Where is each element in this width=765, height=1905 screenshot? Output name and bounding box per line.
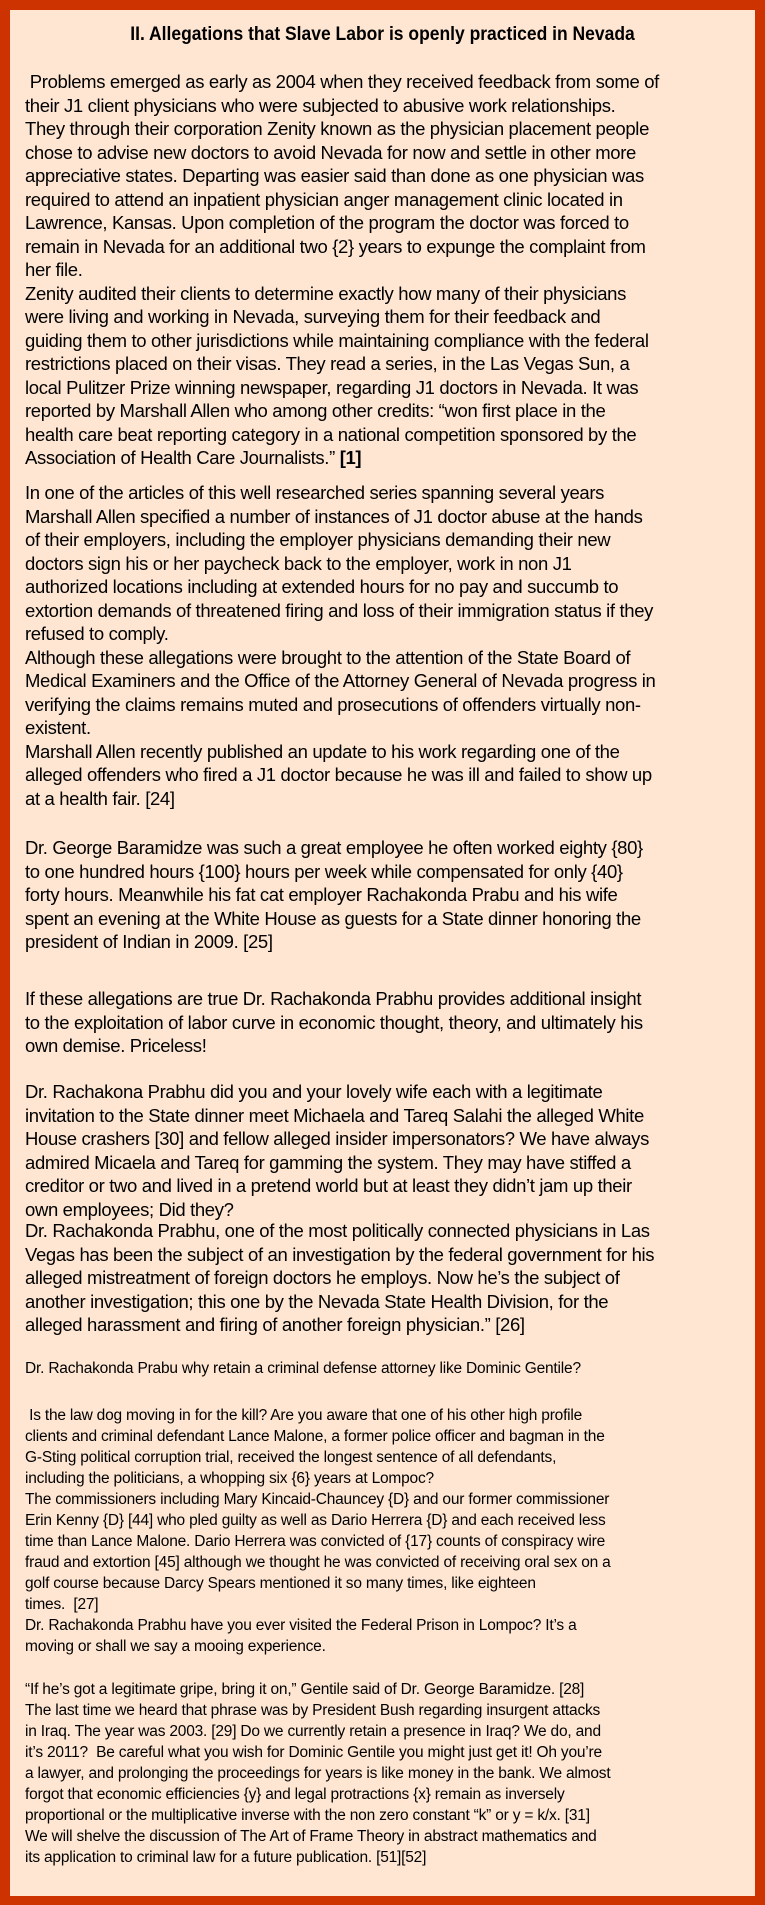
text-line: to the exploitation of labor curve in economic thought, theory, and ultimately his (25, 1011, 643, 1033)
text-line: it’s 2011? Be careful what you wish for Dominic Gentile you might just get it! Oh you’re (25, 1744, 602, 1761)
text-line: president of Indian in 2009. [25] (25, 931, 273, 952)
text-line: Erin Kenny {D} [44] who pled guilty as well as Dario Herrera {D} and each received less (25, 1512, 606, 1529)
text-line: If these allegations are true Dr. Rachakonda Prabhu provides additional insight (25, 988, 642, 1009)
text-line: guiding them to other jurisdictions while maintaining compliance with the federal (25, 329, 649, 351)
text-line: remain in Nevada for an additional two {2} years to expunge the complaint from (25, 235, 646, 257)
text-line: fraud and extortion [45] although we thought he was convicted of receiving oral sex on a (25, 1554, 611, 1571)
text-line: clients and criminal defendant Lance Malone, a former police officer and bagman in the (25, 1428, 605, 1445)
text-line: proportional or the multiplicative inverse with the non zero constant “k” or y = k/x. [31] (25, 1807, 590, 1824)
text-line: Dr. Rachakona Prabhu did you and your lovely wife each with a legitimate (25, 1081, 603, 1102)
text-line: in Iraq. The year was 2003. [29] Do we currently retain a presence in Iraq? We do, and (25, 1723, 601, 1740)
paragraph-politically-connected (25, 1219, 745, 1337)
paragraph-text (25, 1679, 745, 1868)
section-title: II. Allegations that Slave Labor is openly practiced in Nevada (130, 24, 635, 45)
text-line: golf course because Darcy Spears mentioned it so many times, like eighteen (25, 1575, 536, 1592)
paragraph-text (25, 1080, 745, 1221)
text-line: “If he’s got a legitimate gripe, bring it on,” Gentile said of Dr. George Baramidze. [28] (25, 1681, 585, 1698)
text-line: appreciative states. Departing was easier said than done as one physician was (25, 165, 644, 186)
text-line: extortion demands of threatened firing and loss of their immigration status if they (25, 599, 654, 621)
paragraph-state-dinner (25, 1080, 745, 1221)
paragraph-allegations-true (25, 987, 745, 1058)
text-line: refused to comply. (25, 623, 169, 644)
text-line: authorized locations including at extended hours for no pay and succumb to (25, 576, 619, 597)
text-line: chose to advise new doctors to avoid Nevada for now and settle in other more (25, 141, 636, 163)
text-line: spent an evening at the White House as guests for a State dinner honoring the (25, 907, 641, 929)
text-line: local Pulitzer Prize winning newspaper, regarding J1 doctors in Nevada. It was (25, 376, 639, 398)
text-line: existent. (25, 717, 91, 738)
text-line: admired Micaela and Tareq for gamming the system. They may have stiffed a (25, 1151, 631, 1173)
text-line: moving or shall we say a mooing experience. (25, 1638, 326, 1655)
text-line: verifying the claims remains muted and prosecutions of offenders virtually non- (25, 693, 641, 715)
text-line: G-Sting political corruption trial, received the longest sentence of all defendants, (25, 1449, 557, 1466)
paragraph-baramidze (25, 836, 745, 954)
text-line: at a health fair. [24] (25, 787, 175, 809)
text-line: alleged offenders who fired a J1 doctor because he was ill and failed to show up (25, 764, 652, 785)
text-line: of their employers, including the employer physicians demanding their new (25, 529, 611, 550)
text-line: another investigation; this one by the Nevada State Health Division, for the (25, 1290, 609, 1312)
text-line: to one hundred hours {100} hours per week while compensated for only {40} (25, 860, 623, 882)
text-line: Zenity audited their clients to determine exactly how many of their physicians (25, 282, 626, 304)
text-line: The commissioners including Mary Kincaid-Chauncey {D} and our former commissioner (25, 1491, 610, 1508)
text-line: forgot that economic efficiencies {y} and legal protractions {x} remain as inversely (25, 1786, 565, 1803)
text-line: Although these allegations were brought to the attention of the State Board of (25, 646, 631, 668)
text-line: We will shelve the discussion of The Art of Frame Theory in abstract mathematics and (25, 1828, 597, 1845)
paragraph-text (25, 1358, 745, 1379)
text-line: doctors sign his or her paycheck back to the employer, work in non J1 (25, 552, 572, 574)
text-line: own employees; Did they? (25, 1198, 234, 1220)
paragraph-legitimate-gripe (25, 1679, 745, 1868)
paragraph-text (25, 481, 745, 810)
text-line: health care beat reporting category in a national competition sponsored by the (25, 423, 637, 445)
text-line: their J1 client physicians who were subjected to abusive work relationships. (25, 94, 616, 116)
paragraph-defense-attorney (25, 1358, 745, 1379)
text-line: Medical Examiners and the Office of the Attorney General of Nevada progress in (25, 670, 656, 691)
text-line: creditor or two and lived in a pretend world but at least they didn’t jam up their (25, 1175, 632, 1196)
text-line: Dr. Rachakonda Prabhu, one of the most politically connected physicians in Las (25, 1220, 650, 1241)
text-line: alleged harassment and firing of another foreign physician.” [26] (25, 1314, 525, 1335)
text-line: invitation to the State dinner meet Michaela and Tareq Salahi the alleged White (25, 1104, 644, 1126)
document-panel (10, 10, 755, 1896)
reference-marker: [1] (339, 447, 362, 468)
text-line: her file. (25, 259, 83, 280)
paragraph-text (25, 836, 745, 954)
text-line: In one of the articles of this well researched series spanning several years (25, 482, 605, 503)
paragraph-articles-series (25, 481, 745, 810)
text-line: Is the law dog moving in for the kill? Are you aware that one of his other high profile (25, 1407, 583, 1424)
text-line: Dr. Rachakonda Prabu why retain a criminal defense attorney like Dominic Gentile? (25, 1360, 581, 1377)
text-line: They through their corporation Zenity known as the physician placement people (25, 118, 650, 139)
text-line: Lawrence, Kansas. Upon completion of the program the doctor was forced to (25, 212, 629, 233)
text-line: alleged mistreatment of foreign doctors he employs. Now he’s the subject of (25, 1267, 620, 1288)
text-line: required to attend an inpatient physician anger management clinic located in (25, 188, 623, 210)
text-line: Dr. Rachakonda Prabhu have you ever visited the Federal Prison in Lompoc? It’s a (25, 1617, 577, 1634)
text-line: were living and working in Nevada, surveying them for their feedback and (25, 306, 601, 327)
text-line: own demise. Priceless! (25, 1035, 207, 1056)
text-line: restrictions placed on their visas. They read a series, in the Las Vegas Sun, a (25, 353, 630, 374)
text-line: House crashers [30] and fellow alleged insider impersonators? We have always (25, 1128, 649, 1149)
text-line: Vegas has been the subject of an investigation by the federal government for his (25, 1243, 655, 1265)
text-line: Association of Health Care Journalists.” (25, 447, 340, 468)
paragraph-problems-emerged (25, 70, 745, 470)
paragraph-law-dog (25, 1405, 745, 1657)
text-line: Dr. George Baramidze was such a great employee he often worked eighty {80} (25, 837, 643, 858)
paragraph-text (25, 987, 745, 1058)
text-line: Problems emerged as early as 2004 when they received feedback from some of (25, 71, 659, 92)
text-line: Marshall Allen recently published an update to his work regarding one of the (25, 740, 620, 762)
text-line: The last time we heard that phrase was by President Bush regarding insurgent attacks (25, 1702, 601, 1719)
text-line: forty hours. Meanwhile his fat cat employer Rachakonda Prabu and his wife (25, 884, 618, 905)
text-line: time than Lance Malone. Dario Herrera was convicted of {17} counts of conspiracy wire (25, 1533, 606, 1550)
text-line: reported by Marshall Allen who among other credits: “won first place in the (25, 400, 606, 421)
paragraph-text (25, 70, 745, 470)
paragraph-text (25, 1219, 745, 1337)
paragraph-text (25, 1405, 745, 1657)
text-line: including the politicians, a whopping six {6} years at Lompoc? (25, 1470, 434, 1487)
text-line: times. [27] (25, 1596, 99, 1613)
text-line: its application to criminal law for a future publication. [51][52] (25, 1849, 427, 1866)
text-line: Marshall Allen specified a number of instances of J1 doctor abuse at the hands (25, 505, 643, 527)
text-line: a lawyer, and prolonging the proceedings for years is like money in the bank. We almost (25, 1765, 611, 1782)
